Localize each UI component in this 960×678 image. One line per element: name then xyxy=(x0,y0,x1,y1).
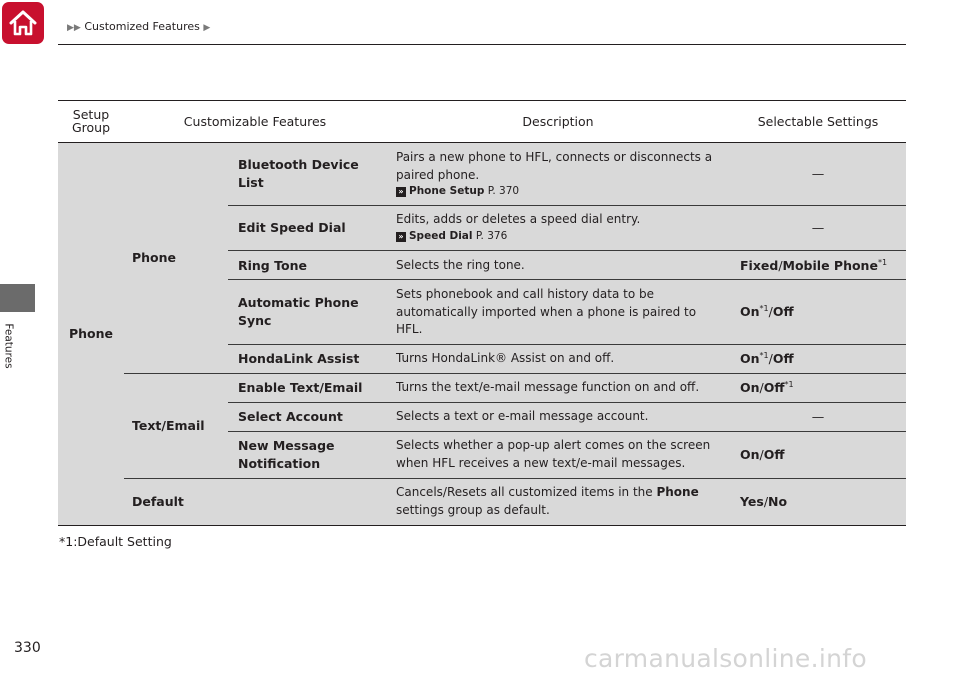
row-divider xyxy=(228,402,906,403)
default-marker: *1 xyxy=(877,258,888,267)
home-button[interactable] xyxy=(2,2,44,44)
desc-bluetooth-text: Pairs a new phone to HFL, connects or disconnects a paired phone. xyxy=(396,150,713,182)
setting-bluetooth: — xyxy=(811,166,825,181)
desc-new-message: Selects whether a pop-up alert comes on the screen when HFL receives a new text/e-mail messages. xyxy=(396,438,711,470)
ref-page: P. 370 xyxy=(487,185,520,197)
option-on: On xyxy=(740,380,760,396)
group-phone: Phone xyxy=(68,326,114,341)
option-no: No xyxy=(768,494,788,509)
option-yes: Yes xyxy=(740,494,764,509)
desc-select-account: Selects a text or e-mail message account. xyxy=(396,409,649,423)
desc-default-bold: Phone xyxy=(656,485,699,499)
breadcrumb-link-customized-features[interactable]: Customized Features xyxy=(84,20,200,33)
ref-page: P. 376 xyxy=(475,229,508,242)
option-sep: / xyxy=(759,380,764,396)
row-divider xyxy=(124,478,906,479)
option-fixed: Fixed xyxy=(740,258,779,274)
header-description: Description xyxy=(522,114,594,129)
desc-speed-dial-text: Edits, adds or deletes a speed dial entry. xyxy=(396,212,641,226)
watermark: carmanualsonline.info xyxy=(584,644,867,673)
chapter-tab[interactable] xyxy=(0,284,35,312)
feature-hondalink-assist: HondaLink Assist xyxy=(238,351,360,366)
desc-auto-sync: Sets phonebook and call history data to be automatically imported when a phone is paired to HFL. xyxy=(396,287,697,336)
feature-select-account: Select Account xyxy=(238,409,343,424)
desc-default xyxy=(396,484,726,519)
header-settings: Selectable Settings xyxy=(757,114,879,129)
breadcrumb-arrow-icon: ▶ xyxy=(203,23,211,33)
table-top-border xyxy=(58,100,906,101)
default-marker: *1 xyxy=(784,380,794,389)
row-divider xyxy=(228,250,906,251)
setting-new-message xyxy=(740,447,785,462)
option-sep: / xyxy=(778,258,783,274)
row-divider xyxy=(228,431,906,432)
feature-automatic-phone-sync: Automatic Phone Sync xyxy=(238,295,359,328)
setting-auto-sync xyxy=(740,304,794,319)
desc-default-pre: Cancels/Resets all customized items in the xyxy=(396,485,653,499)
ref-speed-dial[interactable] xyxy=(396,229,726,243)
option-sep: / xyxy=(768,351,773,367)
option-sep: / xyxy=(763,494,769,509)
default-marker: *1 xyxy=(759,351,769,360)
chapter-label xyxy=(2,318,32,378)
feature-edit-speed-dial: Edit Speed Dial xyxy=(238,220,346,235)
setting-default xyxy=(740,494,787,509)
ref-label: Speed Dial xyxy=(409,229,473,242)
default-marker: *1 xyxy=(759,304,769,313)
page-number: 330 xyxy=(14,640,41,656)
footnote: *1:Default Setting xyxy=(59,534,172,549)
feature-default: Default xyxy=(132,494,184,509)
option-on: On xyxy=(740,304,760,320)
feature-ring-tone: Ring Tone xyxy=(238,258,307,273)
breadcrumb-arrow-icon: ▶▶ xyxy=(67,23,81,33)
row-divider xyxy=(228,344,906,345)
desc-bluetooth xyxy=(396,149,726,198)
option-sep: / xyxy=(759,447,764,462)
desc-enable-text: Turns the text/e-mail message function on and off. xyxy=(396,380,700,394)
desc-ring-tone: Selects the ring tone. xyxy=(396,258,525,272)
option-off: Off xyxy=(772,351,794,367)
subgroup-phone: Phone xyxy=(132,250,177,265)
row-divider xyxy=(124,373,906,374)
header-divider xyxy=(58,44,906,45)
header-features: Customizable Features xyxy=(183,114,327,129)
reference-arrow-icon: » xyxy=(396,187,406,197)
setting-select-account: — xyxy=(811,409,825,424)
feature-bluetooth-device-list: Bluetooth Device List xyxy=(238,157,359,190)
feature-new-message-notification: New Message Notification xyxy=(238,438,335,471)
desc-hondalink: Turns HondaLink® Assist on and off. xyxy=(396,351,615,365)
option-off: Off xyxy=(763,380,785,396)
option-on: On xyxy=(740,447,760,462)
option-sep: / xyxy=(768,304,773,320)
option-off: Off xyxy=(772,304,794,320)
breadcrumb xyxy=(67,20,210,33)
header-setup-line1: Setup xyxy=(72,107,110,122)
option-mobile-phone: Mobile Phone xyxy=(782,258,878,274)
feature-enable-text-email: Enable Text/Email xyxy=(238,380,363,395)
subgroup-text-email: Text/Email xyxy=(132,418,205,433)
chapter-label-text: Features xyxy=(2,323,15,369)
setting-ring-tone xyxy=(740,258,887,273)
ref-label: Phone Setup xyxy=(409,185,485,197)
option-off: Off xyxy=(763,447,785,462)
desc-speed-dial xyxy=(396,211,726,243)
row-divider xyxy=(228,279,906,280)
option-on: On xyxy=(740,351,760,367)
table-bottom-border xyxy=(58,525,906,526)
desc-default-post: settings group as default. xyxy=(396,502,550,517)
home-icon xyxy=(7,7,39,39)
setting-speed-dial: — xyxy=(811,220,825,235)
setting-enable-text xyxy=(740,380,794,395)
header-setup-line2: Group xyxy=(71,120,111,135)
reference-arrow-icon: » xyxy=(396,232,406,242)
setting-hondalink xyxy=(740,351,794,366)
ref-phone-setup[interactable] xyxy=(396,184,726,198)
row-divider xyxy=(228,205,906,206)
